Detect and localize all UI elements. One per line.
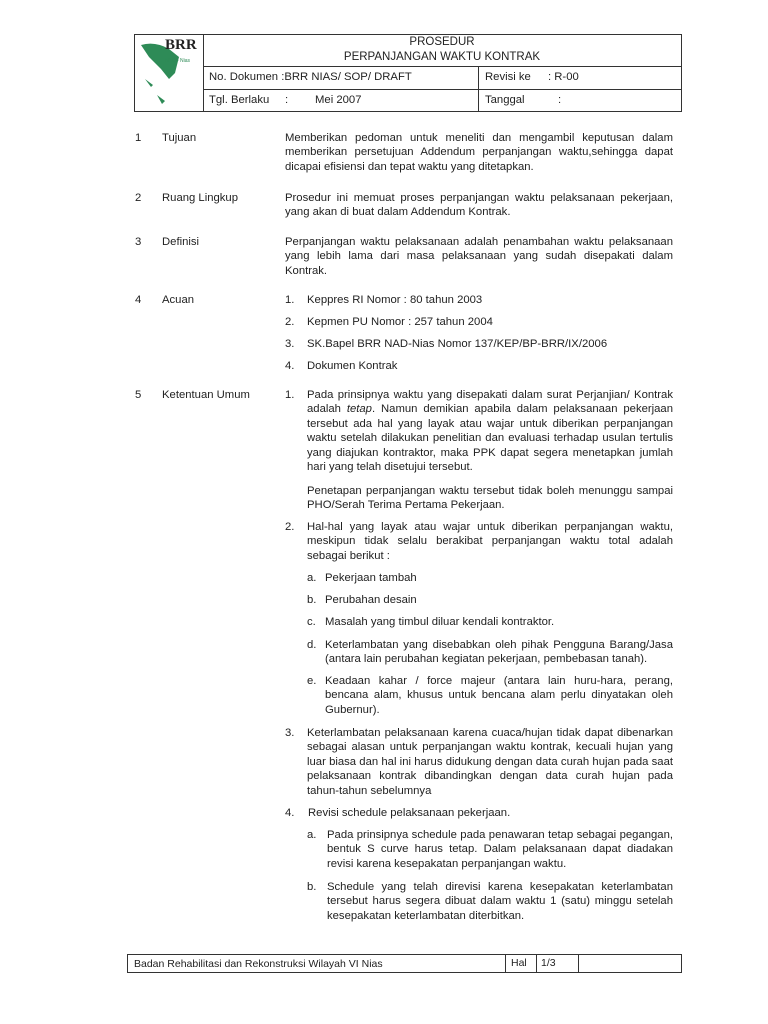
list-item: Hal-hal yang layak atau wajar untuk diberikan perpanjangan waktu, meskipun tidak selalu berakibat perpanjangan waktu total adalah sebagai berikut : [307,521,673,562]
list-item: Kepmen PU Nomor : 257 tahun 2004 [307,316,493,328]
sub-letter: c. [307,616,316,628]
list-number: 2. [285,521,295,533]
list-item: Keppres RI Nomor : 80 tahun 2003 [307,294,483,306]
doc-title-line2: PERPANJANGAN WAKTU KONTRAK [343,51,541,63]
logo-subtext: NAD - Nias [165,58,191,64]
emphasis-text: tetap [346,403,372,416]
section-number: 5 [135,389,142,401]
section-label: Tujuan [162,132,197,144]
list-item: Dokumen Kontrak [307,360,398,372]
sub-letter: b. [307,881,317,893]
list-number: 4. [285,360,295,372]
list-number: 3. [285,727,295,739]
section-text: Prosedur ini memuat proses perpanjangan waktu pelaksanaan pekerjaan, yang akan di buat dalam Addendum Kontrak. [285,192,673,219]
date-label: Tanggal [485,94,525,106]
list-item [307,388,673,474]
sub-letter: a. [307,572,317,584]
section-text: Memberikan pedoman untuk meneliti dan mengambil keputusan dalam memberikan persetujuan Addendum perpanjangan waktu,sehingga dapat dicapai efisiensi dan tepat waktu yang ditetapkan. [285,132,673,173]
sub-item: Pekerjaan tambah [325,572,417,584]
doc-number: No. Dokumen :BRR NIAS/ SOP/ DRAFT [209,71,412,83]
separator: : [285,94,289,106]
section-number: 1 [135,132,142,144]
section-number: 4 [135,294,142,306]
logo-text: BRR [165,37,197,53]
brr-logo [135,35,204,111]
sub-letter: e. [307,675,317,687]
list-item: SK.Bapel BRR NAD-Nias Nomor 137/KEP/BP-BRR/IX/2006 [307,338,608,350]
revision-label: Revisi ke [485,71,531,83]
effective-date-label: Tgl. Berlaku [209,94,270,106]
list-number: 1. [285,294,295,306]
revision-value: : R-00 [548,71,579,83]
text: . Namun demikian apabila dalam pelaksanaan pekerjaan tersebut ada hal yang layak atau wajar untuk diberikan perpanjangan waktu setelah dilakukan penelitian dan evaluasi terhadap usulan tertulis yang diajukan kontraktor, maka PPK dapat segera menetapkan jumlah hari yang telah disetujui tersebut. [307,403,673,474]
section-label: Ketentuan Umum [162,389,250,401]
section-label: Definisi [162,236,200,248]
page-number: 1/3 [541,957,556,969]
list-number: 1. [285,389,295,401]
doc-title-line1: PROSEDUR [409,36,475,48]
list-item: Keterlambatan pelaksanaan karena cuaca/hujan tidak dapat dibenarkan sebagai alasan untuk perpanjangan waktu kontrak, kecuali hujan yang luar biasa dan hal ini harus didukung dengan data curah hujan pada saat pelaksanaan kontrak dibandingkan dengan data curah hujan pada tahun-tahun sebelumnya [307,727,673,797]
sub-letter: d. [307,639,317,651]
section-label: Acuan [162,294,195,306]
document-footer [127,954,682,973]
text: Pada prinsipnya waktu yang disepakati dalam surat Perjanjian/ Kontrak adalah [307,389,673,416]
section-text: Perpanjangan waktu pelaksanaan adalah penambahan waktu pelaksanaan yang lebih lama dari masa pelaksanaan yang sudah disepakati dalam Kontrak. [285,236,673,277]
sub-item: Keadaan kahar / force majeur (antara lain huru-hara, perang, bencana alam, khusus untuk bencana alam perlu dinyatakan oleh Gubernur). [325,675,673,716]
organization-name: Badan Rehabilitasi dan Rekonstruksi Wilayah VI Nias [134,958,383,970]
sub-item: Schedule yang telah direvisi karena kesepakatan keterlambatan tersebut harus segera dibuat dalam waktu 1 (satu) minggu setelah kesepakatan keterlambatan diterbitkan. [327,881,673,922]
list-number: 3. [285,338,295,350]
sub-letter: a. [307,829,317,841]
page-label: Hal [511,957,527,969]
document-header [134,34,682,112]
date-value: : [558,94,562,106]
sub-item: Keterlambatan yang disebabkan oleh pihak Pengguna Barang/Jasa (antara lain perubahan kegiatan pekerjaan, pembebasan tanah). [325,639,673,666]
sub-item: Perubahan desain [325,594,417,606]
list-item: Revisi schedule pelaksanaan pekerjaan. [308,807,511,819]
effective-date-value: Mei 2007 [315,94,362,106]
section-label: Ruang Lingkup [162,192,239,204]
sub-letter: b. [307,594,317,606]
sub-item: Pada prinsipnya schedule pada penawaran tetap sebagai pegangan, bentuk S curve harus tetap. Dalam pelaksanaan dapat diadakan revisi karena kesepakatan perpanjangan waktu. [327,829,673,870]
section-number: 3 [135,236,142,248]
list-number: 2. [285,316,295,328]
sub-item: Masalah yang timbul diluar kendali kontraktor. [325,616,555,628]
list-number: 4. [285,807,295,819]
section-number: 2 [135,192,142,204]
list-paragraph: Penetapan perpanjangan waktu tersebut tidak boleh menunggu sampai PHO/Serah Terima Pertama Pekerjaan. [307,485,673,512]
